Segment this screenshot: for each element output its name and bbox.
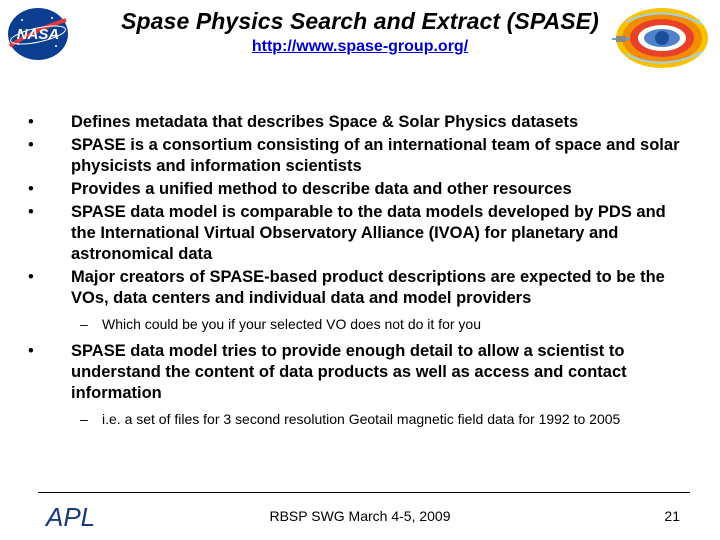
sub-bullet-item: – i.e. a set of files for 3 second resolution Geotail magnetic field data for 1992 to 2005: [80, 411, 621, 427]
bullet-dot-icon: •: [28, 268, 34, 286]
bullet-dot-icon: •: [28, 203, 34, 221]
footer-divider: [38, 492, 690, 493]
nasa-logo-text: NASA: [16, 26, 60, 43]
bullet-dot-icon: •: [28, 136, 34, 154]
bullet-dot-icon: •: [28, 342, 34, 360]
spase-link[interactable]: http://www.spase-group.org/: [251, 38, 469, 55]
bullet-list: [28, 112, 688, 436]
slide-title: Spase Physics Search and Extract (SPASE): [121, 8, 599, 34]
apl-logo-text: APL: [46, 502, 96, 532]
bullet-item: • SPASE data model tries to provide enough detail to allow a scientist to understand the content of data products as well as access and contact information: [28, 342, 627, 402]
footer-event: RBSP SWG March 4-5, 2009: [269, 508, 451, 524]
dash-icon: –: [80, 411, 88, 427]
bullet-item: • SPASE data model is comparable to the data models developed by PDS and the International Virtual Observatory Alliance (IVOA) for planetary and astronomical data: [28, 203, 666, 263]
bullet-item: • Provides a unified method to describe data and other resources: [28, 180, 572, 198]
sub-bullet-item: – Which could be you if your selected VO does not do it for you: [80, 316, 481, 332]
dash-icon: –: [80, 316, 88, 332]
bullet-dot-icon: •: [28, 113, 34, 131]
bullet-item: • SPASE is a consortium consisting of an international team of space and solar physicists and information scientists: [28, 136, 680, 175]
bullet-dot-icon: •: [28, 180, 34, 198]
page-number: 21: [664, 508, 680, 524]
bullet-item: • Defines metadata that describes Space & Solar Physics datasets: [28, 113, 579, 131]
bullet-item: • Major creators of SPASE-based product descriptions are expected to be the VOs, data centers and individual data and model providers: [28, 268, 665, 307]
